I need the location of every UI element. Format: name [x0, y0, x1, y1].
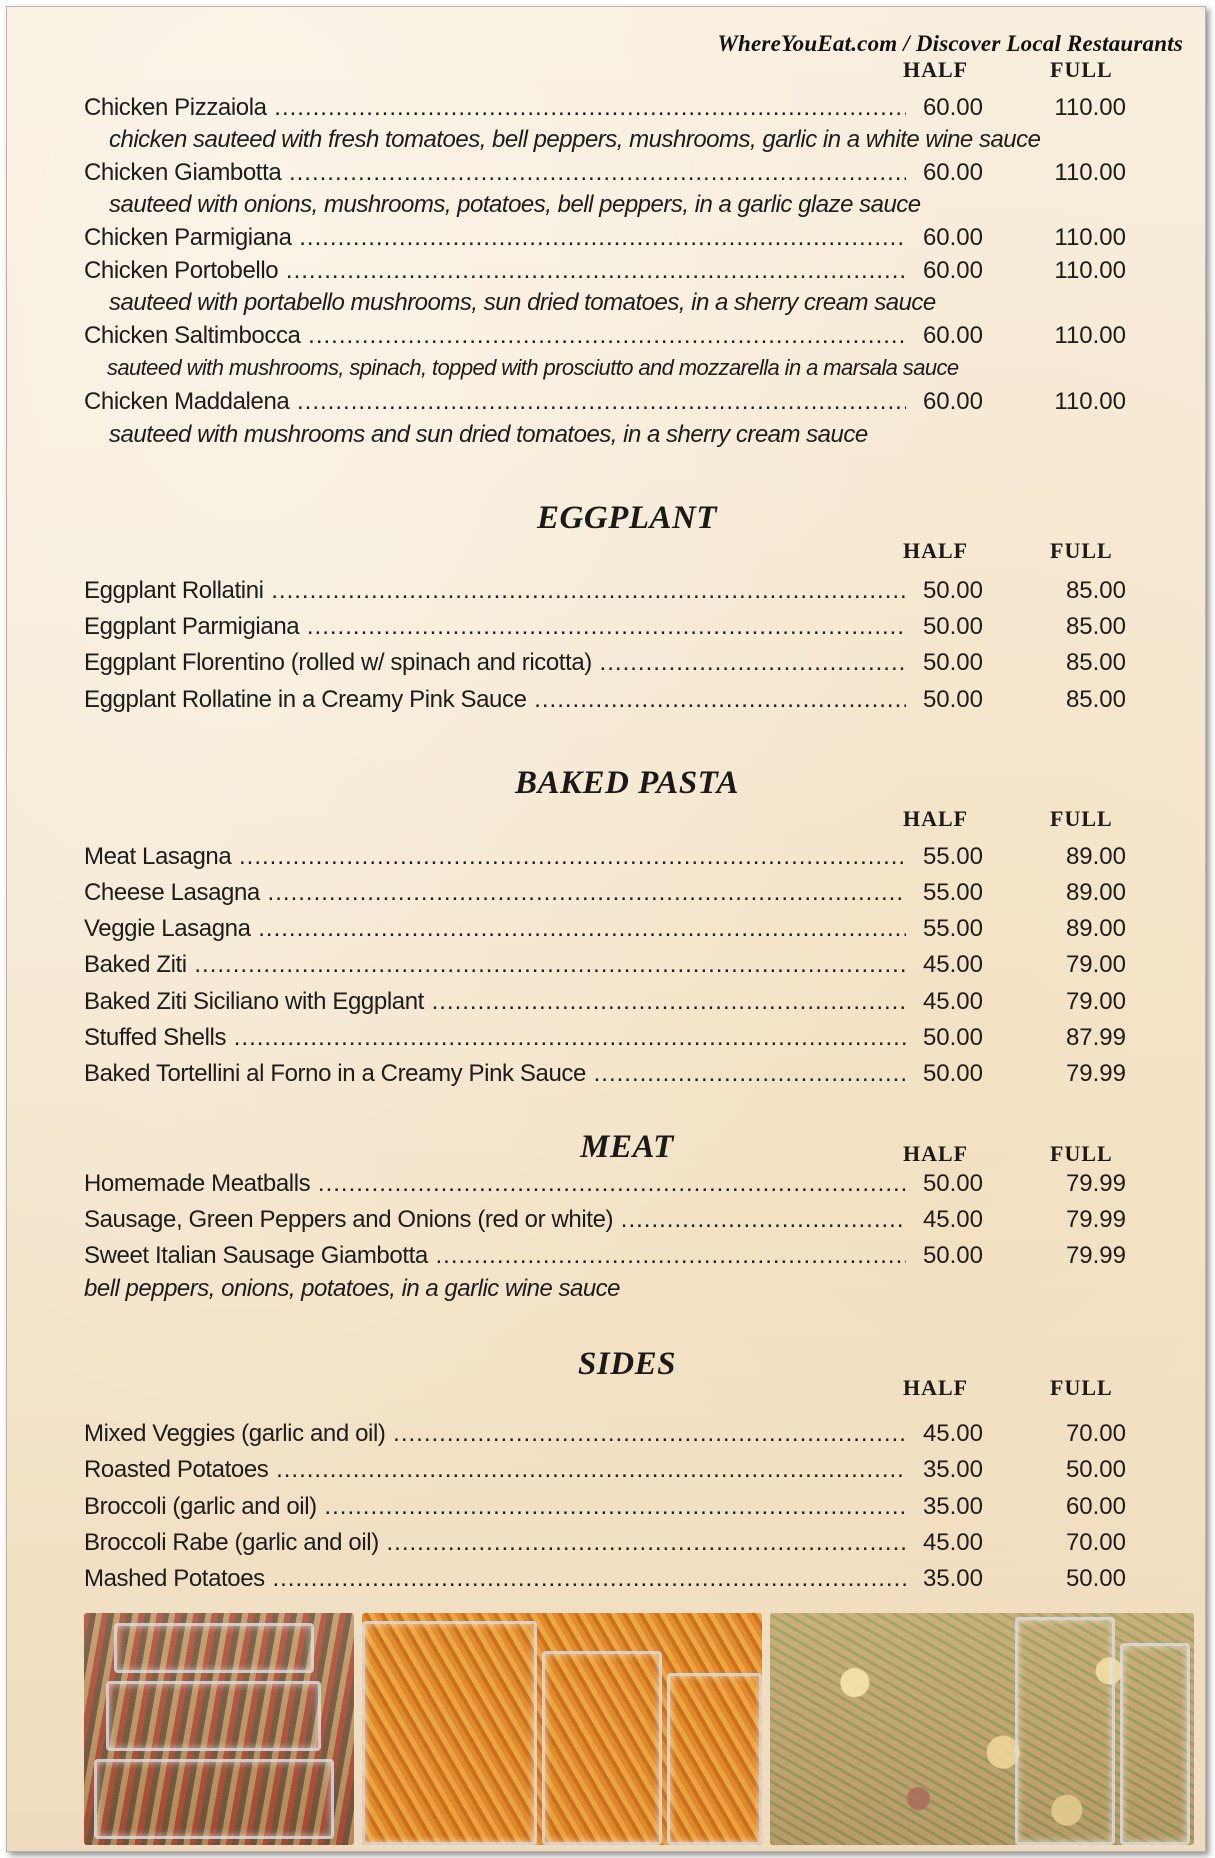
item-name: Meat Lasagna .....	[84, 843, 906, 871]
item-name: Chicken Maddalena .....	[84, 388, 906, 416]
price-full: 79.99	[1065, 1060, 1126, 1087]
price-half: 60.00	[922, 257, 983, 284]
item-name: Baked Ziti Siciliano with Eggplant .....	[84, 988, 906, 1016]
price-half: 50.00	[922, 613, 983, 640]
menu-item	[84, 388, 1144, 422]
food-photo-salads	[84, 1613, 354, 1845]
menu-item	[84, 1565, 1144, 1599]
price-full: 50.00	[1065, 1565, 1126, 1592]
item-description: sauteed with mushrooms, spinach, topped with prosciutto and mozzarella in a marsala sauce	[107, 355, 959, 380]
column-head-full: FULL	[1050, 1141, 1113, 1166]
menu-item	[84, 988, 1144, 1022]
section-title-baked-pasta: BAKED PASTA	[514, 765, 740, 801]
price-half: 55.00	[922, 879, 983, 906]
menu-item	[84, 1060, 1144, 1094]
price-full: 79.00	[1065, 951, 1126, 978]
price-full: 89.00	[1065, 843, 1126, 870]
price-full: 89.00	[1065, 915, 1126, 942]
price-half: 60.00	[922, 159, 983, 186]
price-half: 50.00	[922, 1024, 983, 1051]
price-full: 110.00	[1054, 322, 1126, 349]
price-half: 60.00	[922, 388, 983, 415]
price-full: 110.00	[1054, 224, 1126, 251]
food-photo-sausage-potatoes	[770, 1613, 1194, 1845]
item-name: Chicken Giambotta .....	[84, 159, 906, 187]
price-full: 60.00	[1065, 1493, 1126, 1520]
item-name: Broccoli Rabe (garlic and oil) .....	[84, 1529, 906, 1557]
price-half: 50.00	[922, 649, 983, 676]
column-head-half: HALF	[903, 1375, 969, 1400]
item-name: Chicken Pizzaiola .....	[84, 94, 906, 122]
price-full: 79.00	[1065, 988, 1126, 1015]
price-half: 60.00	[922, 94, 983, 121]
price-half: 45.00	[922, 1529, 983, 1556]
item-name: Eggplant Florentino (rolled w/ spinach and ricotta) .....	[84, 649, 906, 677]
price-half: 45.00	[922, 951, 983, 978]
column-head-half: HALF	[903, 806, 969, 831]
price-half: 35.00	[922, 1456, 983, 1483]
price-full: 79.99	[1065, 1206, 1126, 1233]
price-half: 60.00	[922, 322, 983, 349]
menu-item	[84, 159, 1144, 193]
menu-item	[84, 843, 1144, 877]
item-name: Eggplant Parmigiana .....	[84, 613, 906, 641]
price-half: 50.00	[922, 1060, 983, 1087]
menu-item	[84, 1206, 1144, 1240]
column-head-half: HALF	[903, 57, 969, 82]
item-name: Eggplant Rollatine in a Creamy Pink Sauce .....	[84, 686, 906, 714]
price-half: 50.00	[922, 686, 983, 713]
menu-item	[84, 613, 1144, 647]
menu-item	[84, 1170, 1144, 1204]
column-head-half: HALF	[903, 1141, 969, 1166]
menu-item	[84, 1529, 1144, 1563]
menu-item	[84, 951, 1144, 985]
food-tray	[1120, 1643, 1190, 1845]
price-full: 79.99	[1065, 1242, 1126, 1269]
menu-item	[84, 915, 1144, 949]
column-head-half: HALF	[903, 538, 969, 563]
item-name: Baked Tortellini al Forno in a Creamy Pink Sauce .....	[84, 1060, 906, 1088]
menu-page	[6, 6, 1206, 1852]
food-tray	[667, 1673, 762, 1845]
item-name: Baked Ziti .....	[84, 951, 906, 979]
price-half: 50.00	[922, 1242, 983, 1269]
price-half: 45.00	[922, 1206, 983, 1233]
price-full: 110.00	[1054, 388, 1126, 415]
item-name: Broccoli (garlic and oil) .....	[84, 1493, 906, 1521]
section-title-sides: SIDES	[578, 1346, 676, 1382]
price-half: 55.00	[922, 915, 983, 942]
price-full: 85.00	[1065, 577, 1126, 604]
menu-item	[84, 686, 1144, 720]
price-half: 45.00	[922, 1420, 983, 1447]
price-full: 110.00	[1054, 94, 1126, 121]
item-name: Chicken Portobello .....	[84, 257, 906, 285]
price-full: 110.00	[1054, 159, 1126, 186]
item-name: Eggplant Rollatini .....	[84, 577, 906, 605]
item-name: Homemade Meatballs .....	[84, 1170, 906, 1198]
item-name: Veggie Lasagna .....	[84, 915, 906, 943]
section-title-meat: MEAT	[580, 1129, 674, 1165]
price-full: 110.00	[1054, 257, 1126, 284]
price-half: 35.00	[922, 1493, 983, 1520]
column-head-full: FULL	[1050, 538, 1113, 563]
food-photo-pasta	[362, 1613, 762, 1845]
price-half: 50.00	[922, 1170, 983, 1197]
price-full: 89.00	[1065, 879, 1126, 906]
column-head-full: FULL	[1050, 57, 1113, 82]
price-half: 45.00	[922, 988, 983, 1015]
column-head-full: FULL	[1050, 1375, 1113, 1400]
menu-item	[84, 1456, 1144, 1490]
food-tray	[106, 1681, 321, 1751]
item-name: Sausage, Green Peppers and Onions (red or white) .....	[84, 1206, 906, 1234]
price-full: 85.00	[1065, 649, 1126, 676]
menu-item	[84, 649, 1144, 683]
price-full: 85.00	[1065, 613, 1126, 640]
menu-item	[84, 1493, 1144, 1527]
price-half: 55.00	[922, 843, 983, 870]
item-description: bell peppers, onions, potatoes, in a garlic wine sauce	[84, 1275, 621, 1302]
price-full: 70.00	[1065, 1529, 1126, 1556]
column-head-full: FULL	[1050, 806, 1113, 831]
food-tray	[362, 1621, 537, 1845]
menu-item	[84, 257, 1144, 291]
section-title-eggplant: EGGPLANT	[537, 500, 717, 536]
item-name: Chicken Parmigiana .....	[84, 224, 906, 252]
item-name: Roasted Potatoes .....	[84, 1456, 906, 1484]
price-full: 50.00	[1065, 1456, 1126, 1483]
item-name: Mixed Veggies (garlic and oil) .....	[84, 1420, 906, 1448]
item-description: sauteed with onions, mushrooms, potatoes, bell peppers, in a garlic glaze sauce	[109, 191, 921, 218]
price-half: 35.00	[922, 1565, 983, 1592]
menu-item	[84, 322, 1144, 356]
price-full: 85.00	[1065, 686, 1126, 713]
food-photo-strip	[84, 1613, 1194, 1845]
food-tray	[114, 1623, 314, 1673]
menu-item	[84, 1242, 1144, 1276]
menu-item	[84, 879, 1144, 913]
menu-item	[84, 577, 1144, 611]
price-full: 87.99	[1065, 1024, 1126, 1051]
item-name: Chicken Saltimbocca .....	[84, 322, 906, 350]
item-name: Sweet Italian Sausage Giambotta .....	[84, 1242, 906, 1270]
menu-item	[84, 94, 1144, 128]
price-full: 79.99	[1065, 1170, 1126, 1197]
item-description: chicken sauteed with fresh tomatoes, bell peppers, mushrooms, garlic in a white wine sauce	[109, 126, 1041, 153]
item-name: Stuffed Shells .....	[84, 1024, 906, 1052]
food-tray	[1015, 1617, 1115, 1845]
menu-item	[84, 1024, 1144, 1058]
item-description: sauteed with mushrooms and sun dried tomatoes, in a sherry cream sauce	[109, 421, 868, 448]
food-tray	[542, 1651, 662, 1845]
price-full: 70.00	[1065, 1420, 1126, 1447]
menu-item	[84, 224, 1144, 258]
item-description: sauteed with portabello mushrooms, sun dried tomatoes, in a sherry cream sauce	[109, 289, 936, 316]
food-tray	[94, 1759, 334, 1839]
menu-item	[84, 1420, 1144, 1454]
site-watermark: WhereYouEat.com / Discover Local Restaurants	[717, 31, 1183, 56]
item-name: Cheese Lasagna .....	[84, 879, 906, 907]
price-half: 50.00	[922, 577, 983, 604]
item-name: Mashed Potatoes .....	[84, 1565, 906, 1593]
price-half: 60.00	[922, 224, 983, 251]
